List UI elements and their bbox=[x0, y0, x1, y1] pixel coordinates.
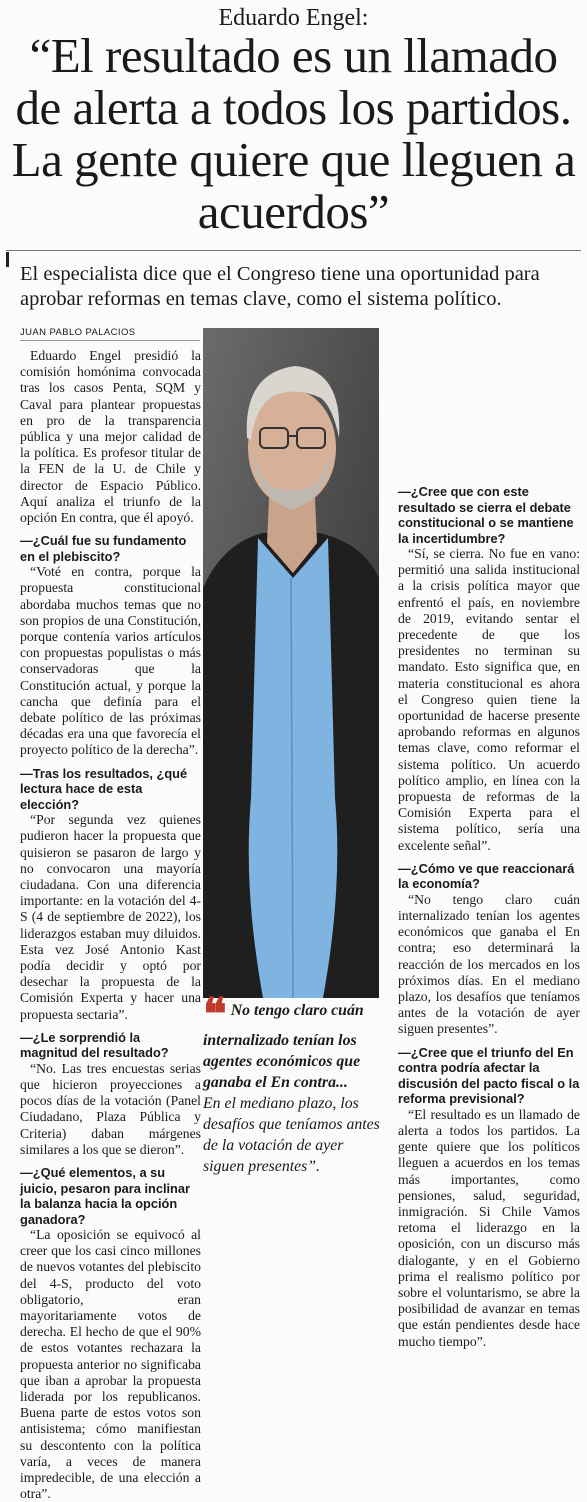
pull-quote-regular: En el mediano plazo, los desafíos que teníamos antes de la votación de ayer siguen presentes”. bbox=[203, 1095, 380, 1175]
byline-rule bbox=[20, 340, 200, 341]
question-2: —Tras los resultados, ¿qué lectura hace de esta elección? bbox=[20, 765, 188, 812]
answer-1: “Voté en contra, porque la propuesta constitucional abordaba muchos temas que no son propios de una Constitución, porque contenía varios artículos con propuestas populistas o más conservadoras que la Constitución actual, y porque la cancha que definía para el debate político de las próximas décadas era una que favorecía el proyecto político de la derecha”. bbox=[20, 564, 201, 758]
portrait-photo bbox=[203, 328, 379, 998]
article-column-left bbox=[20, 348, 201, 1502]
question-7: —¿Cree que el triunfo del En contra podría afectar la discusión del pacto fiscal o la reforma previsional? bbox=[398, 1044, 580, 1107]
answer-6: “No tengo claro cuán internalizado tenían los agentes económicos que ganaba el En contra; eso determinará la reacción de los mercados en los próximos días. En el mediano plazo, los desafíos que teníamos antes de la votación de ayer siguen presentes”. bbox=[398, 891, 580, 1037]
question-3: —¿Le sorprendió la magnitud del resultado? bbox=[20, 1029, 169, 1061]
answer-3: “No. Las tres encuestas serias que hicieron proyecciones a pocos días de la votación (Panel Ciudadano, Plaza Pública y Criteria) daban márgenes similares a los que se dieron”. bbox=[20, 1060, 201, 1157]
pull-quote bbox=[203, 990, 383, 1177]
divider bbox=[6, 250, 581, 251]
kicker: Eduardo Engel: bbox=[218, 5, 369, 31]
answer-7: “El resultado es un llamado de alerta a todos los partidos. La gente quiere que los políticos lleguen a acuerdos en los temas más importantes, como pensiones, salud, seguridad, inmigración. Si Chile Vamos retoma el liderazgo en la oposición, con un discurso más dialogante, y en el Gobierno prima el realismo político por sobre el voluntarismo, se abre la posibilidad de avanzar en temas que están pendientes desde hace mucho tiempo”. bbox=[398, 1106, 580, 1349]
article-column-right bbox=[398, 322, 580, 1350]
pull-quote-bold: No tengo claro cuán internalizado tenían los agentes económicos que ganaba el En contra... bbox=[203, 1002, 364, 1091]
divider-accent bbox=[6, 252, 9, 267]
quote-mark-icon: ❝ bbox=[203, 990, 227, 1039]
deck-subtitle: El especialista dice que el Congreso tiene una oportunidad para aprobar reformas en temas clave, como el sistema político. bbox=[20, 263, 540, 310]
intro-paragraph: Eduardo Engel presidió la comisión homónima convocada tras los casos Penta, SQM y Caval para plantear propuestas en pro de la transparencia pública y una mejor calidad de la política. Es profesor titular de la FEN de la U. de Chile y director de Espacio Público. Aquí analiza el triunfo de la opción En contra, que él apoyó. bbox=[20, 348, 201, 526]
byline: JUAN PABLO PALACIOS bbox=[20, 327, 136, 338]
question-4: —¿Qué elementos, a su juicio, pesaron para inclinar la balanza hacia la opción ganadora? bbox=[20, 1165, 190, 1227]
answer-4: “La oposición se equivocó al creer que los casi cinco millones de nuevos votantes del plebiscito del 4-S, producto del voto obligatorio, eran mayoritariamente votos de derecha. El hecho de que el 90% de estos votantes rechazara la propuesta anterior no significaba que iban a aprobar la propuesta liderada por los republicanos. Buena parte de estos votos son antisistema; cómo manifiestan su descontento con la política varía, a veces de manera impredecible, de una elección a otra”. bbox=[20, 1227, 201, 1502]
portrait-illustration bbox=[203, 328, 379, 998]
question-1: —¿Cuál fue su fundamento en el plebiscito? bbox=[20, 533, 187, 564]
headline: “El resultado es un llamado de alerta a todos los partidos. La gente quiere que lleguen a acuerdos” bbox=[11, 28, 576, 239]
answer-5: “Sí, se cierra. No fue en vano: permitió una salida institucional a la crisis política mayor que enfrentó el país, en noviembre de 2019, evitando sentar el precedente de que los presidentes no terminan su mandato. Esto significa que, en materia constitucional es ahora el Congreso quien tiene la oportunidad de hacerse presente aprobando reformas en algunos temas clave, como reformar el sistema político. Un acuerdo político amplio, en línea con la propuesta de reformas de la Comisión Experta para el sistema político, sería una excelente señal”. bbox=[398, 546, 580, 853]
question-5: —¿Cree que con este resultado se cierra el debate constitucional o se mantiene la incertidumbre? bbox=[398, 484, 574, 546]
question-6: —¿Cómo ve que reaccionará la economía? bbox=[398, 860, 575, 892]
answer-2: “Por segunda vez quienes pudieron hacer la propuesta que quisieron se pasaron de largo y no convocaron una mayoría ciudadana. Con una diferencia importante: en la votación del 4-S (4 de septiembre de 2022), los liderazgos estaban muy diluidos. Esta vez José Antonio Kast podía decidir y optó por desechar la propuesta de la Comisión Experta y hacer una propuesta sectaria”. bbox=[20, 812, 201, 1022]
